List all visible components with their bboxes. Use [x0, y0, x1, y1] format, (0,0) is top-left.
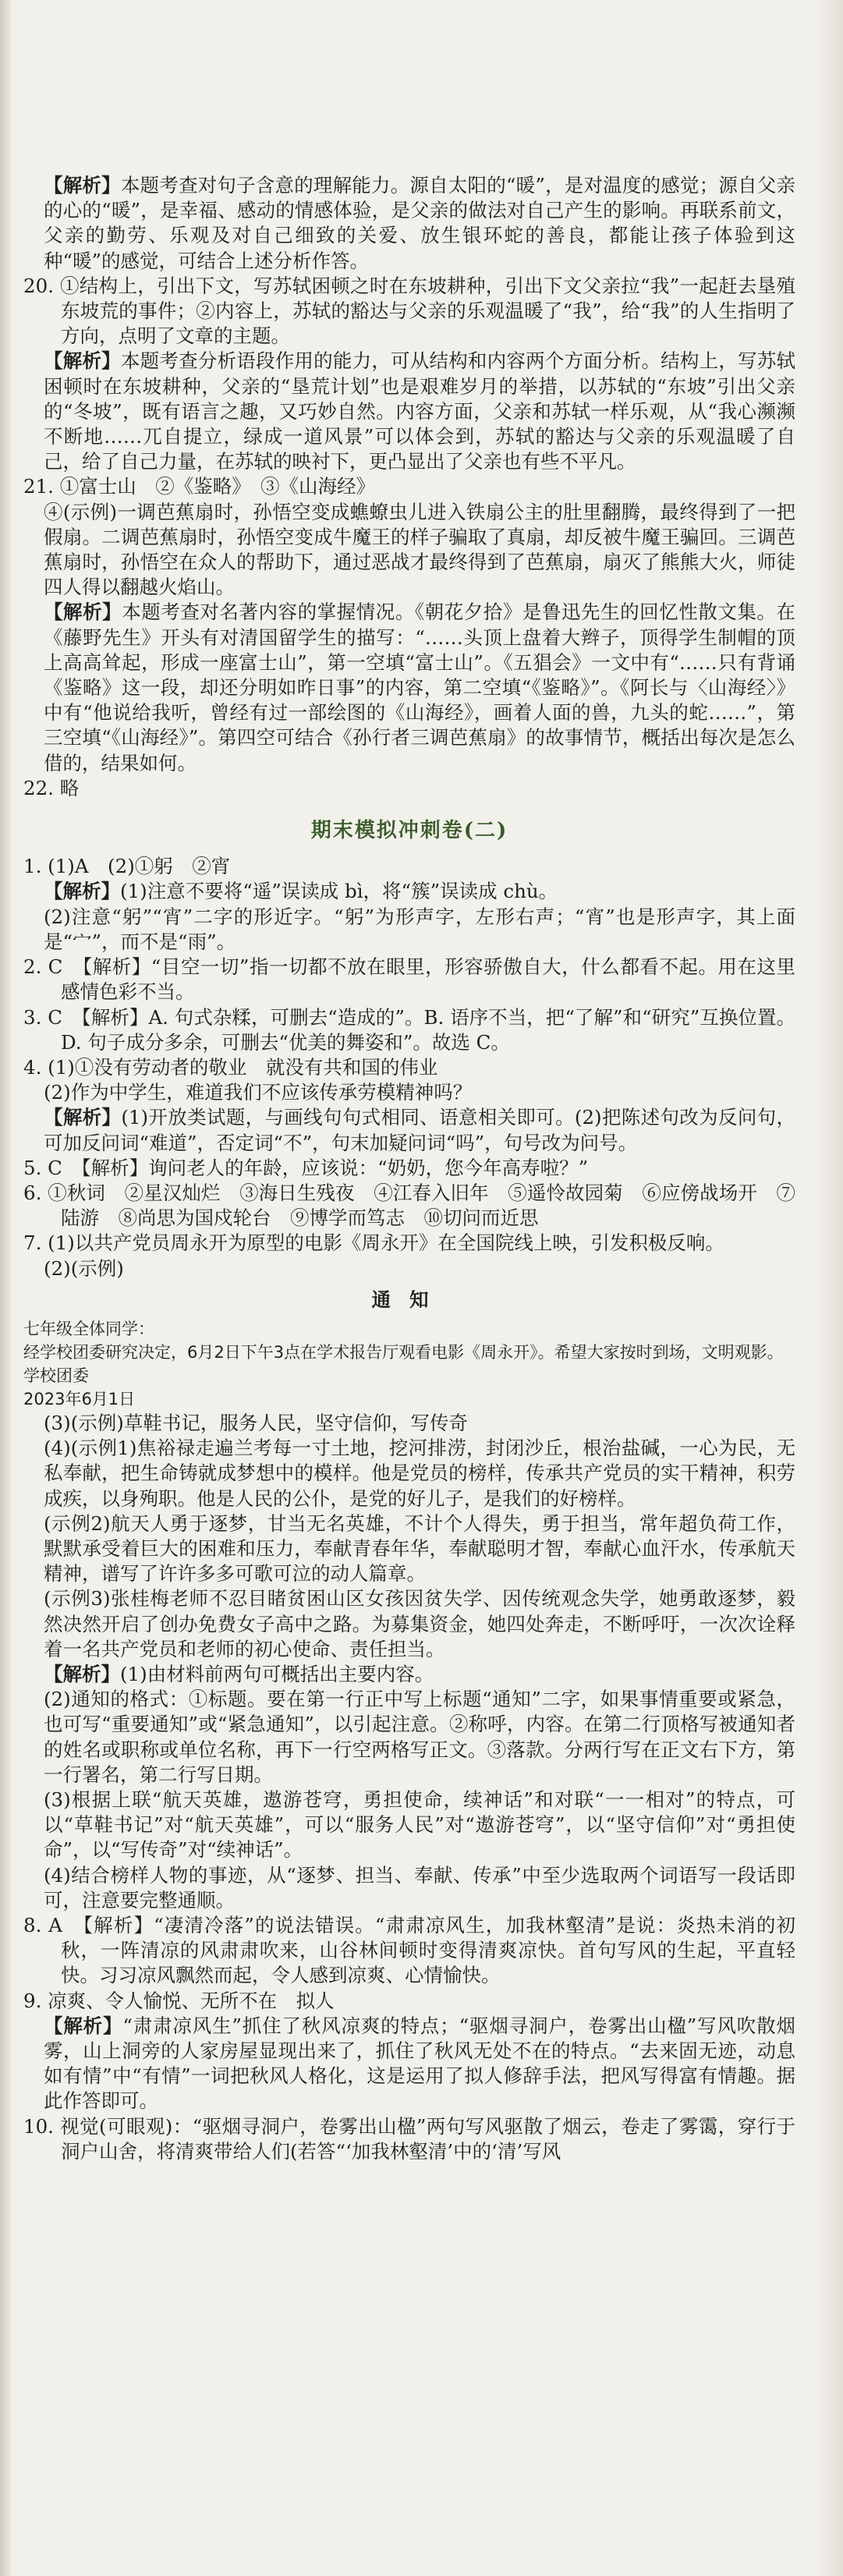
answer-paragraph	[23, 2114, 795, 2164]
analysis-tag: 【解析】	[44, 349, 121, 373]
answer-paragraph	[23, 776, 795, 801]
answer-paragraph	[23, 1105, 795, 1155]
paragraph-text: (3)根据上联“航天英雄，遨游苍穹，勇担使命，续神话”和对联“一一相对”的特点，可以“草鞋书记”对“航天英雄”，可以“服务人民”对“遨游苍穹”，以“坚守信仰”对“勇担使命”，以“写传奇”对“续神话”。	[44, 1788, 795, 1862]
analysis-tag: 【解析】	[44, 174, 121, 197]
paragraph-text: “肃肃凉风生”抓住了秋风凉爽的特点；“驱烟寻洞户，卷雾出山楹”写风吹散烟雾，山上洞旁的人家房屋显现出来了，抓住了秋风无处不在的特点。“去来固无迹，动息如有情”中“有情”一词把秋风人格化，这是运用了拟人修辞手法，把风写得富有情趣。据此作答即可。	[44, 2014, 795, 2113]
paragraph-text: (1)开放类试题，与画线句句式相同、语意相关即可。(2)把陈述句改为反问句，可加反问词“难道”，否定词“不”，句末加疑问词“吗”，句号改为问号。	[44, 1106, 796, 1154]
answer-paragraph	[23, 879, 795, 904]
paragraph-text: (2)作为中学生，难道我们不应该传承劳模精神吗？	[44, 1081, 473, 1104]
paragraph-text: 2023年6月1日	[23, 1389, 136, 1408]
answer-paragraph	[23, 349, 795, 474]
answer-paragraph	[23, 1989, 795, 2014]
paragraph-text: 8. A 【解析】“凄清冷落”的说法错误。“肃肃凉风生，加我林壑清”是说：炎热未消的初秋，一阵清凉的风肃肃吹来，山谷林间顿时变得清爽凉快。首句写风的生起，平直轻快。习习凉风飘然而起，令人感到凉爽、心情愉快。	[23, 1914, 795, 1987]
paragraph-text: 4. (1)①没有劳动者的敬业 就没有共和国的伟业	[23, 1055, 438, 1079]
answer-paragraph	[23, 1687, 795, 1788]
answer-paragraph	[23, 1436, 795, 1511]
paragraph-text: 本题考查对名著内容的掌握情况。《朝花夕拾》是鲁迅先生的回忆性散文集。在《藤野先生》开头有对清国留学生的描写：“……头顶上盘着大辫子，顶得学生制帽的顶上高高耸起，形成一座富士山”，第一空填“富士山”。《五猖会》一文中有“……只有背诵《鉴略》这一段，却还分明如昨日事”的内容，第二空填“《鉴略》”。《阿长与〈山海经〉》中有“他说给我听，曾经有过一部绘图的《山海经》，画着人面的兽，九头的蛇……”，第三空填“《山海经》”。第四空可结合《孙行者三调芭蕉扇》的故事情节，概括出每次是怎么借的，结果如何。	[44, 601, 795, 774]
paragraph-text: (示例2)航天人勇于逐梦，甘当无名英雄，不计个人得失，勇于担当，常年超负荷工作，默默承受着巨大的困难和压力，奉献青春年华，奉献聪明才智，奉献心血汗水，传承航天精神，谱写了许许多多可歌可泣的动人篇章。	[44, 1511, 795, 1586]
paragraph-text: 经学校团委研究决定，6月2日下午3点在学术报告厅观看电影《周永开》。希望大家按时到场，文明观影。	[23, 1342, 784, 1362]
answer-paragraph	[23, 1005, 795, 1055]
answer-paragraph	[23, 905, 795, 955]
answer-paragraph	[23, 274, 795, 349]
paragraph-text: 期末模拟冲刺卷(二)	[310, 819, 508, 843]
paragraph-text: 3. C 【解析】A. 句式杂糅，可删去“造成的”。B. 语序不当，把“了解”和“研究”互换位置。D. 句子成分多余，可删去“优美的舞姿和”。故选 C。	[23, 1005, 795, 1054]
paragraph-text: 1. (1)A (2)①躬 ②宵	[23, 855, 231, 878]
paragraph-text: 5. C 【解析】询问老人的年龄，应该说：“奶奶，您今年高寿啦？”	[23, 1156, 589, 1179]
paragraph-text: 22. 略	[23, 776, 80, 799]
answer-paragraph	[23, 1863, 795, 1913]
notice-line	[23, 1364, 795, 1387]
paragraph-text: 7. (1)以共产党员周永开为原型的电影《周永开》在全国院线上映，引发积极反响。	[23, 1231, 724, 1255]
answer-paragraph	[23, 854, 795, 879]
answer-paragraph	[23, 600, 795, 775]
answer-paragraph	[23, 1788, 795, 1863]
answer-paragraph	[23, 1055, 795, 1080]
paragraph-text: (4)(示例1)焦裕禄走遍兰考每一寸土地，挖河排涝，封闭沙丘，根治盐碱，一心为民，无私奉献，把生命铸就成梦想中的模样。他是党员的榜样，传承共产党员的实干精神，积劳成疾，以身殉职。他是人民的公仆，是党的好儿子，是我们的好榜样。	[44, 1437, 795, 1510]
answer-paragraph	[23, 173, 795, 274]
answer-paragraph	[23, 1231, 795, 1256]
paragraph-text: 9. 凉爽、令人愉悦、无所不在 拟人	[23, 1989, 335, 2012]
paragraph-text: 七年级全体同学：	[23, 1319, 154, 1338]
answer-paragraph	[23, 1586, 795, 1662]
answer-paragraph	[23, 1181, 795, 1231]
notice-line	[23, 1341, 795, 1364]
paragraph-text: (2)(示例)	[44, 1256, 124, 1280]
paragraph-text: (示例3)张桂梅老师不忍目睹贫困山区女孩因贫失学、因传统观念失学，她勇敢逐梦，毅然决然开启了创办免费女子高中之路。为募集资金，她四处奔走，不断呼吁，一次次诠释着一名共产党员和老师的初心使命、责任担当。	[44, 1587, 795, 1660]
answer-paragraph	[23, 1411, 795, 1436]
answer-key-page	[23, 173, 795, 2164]
answer-paragraph	[23, 500, 795, 601]
paragraph-text: 21. ①富士山 ②《鉴略》 ③《山海经》	[23, 475, 375, 498]
answer-paragraph	[23, 955, 795, 1005]
paragraph-text: 2. C 【解析】“目空一切”指一切都不放在眼里，形容骄傲自大，什么都看不起。用在这里感情色彩不当。	[23, 955, 795, 1004]
paragraph-text: (2)通知的格式：①标题。要在第一行正中写上标题“通知”二字，如果事情重要或紧急，也可写“重要通知”或“紧急通知”，以引起注意。②称呼，内容。在第二行顶格写被通知者的姓名或职称或单位名称，再下一行空两格写正文。③落款。分两行写在正文右下方，第一行署名，第二行写日期。	[44, 1688, 795, 1786]
paragraph-text: 通知	[371, 1288, 448, 1311]
paragraph-text: (4)结合榜样人物的事迹，从“逐梦、担当、奉献、传承”中至少选取两个词语写一段话即可，注意要完整通顺。	[44, 1863, 795, 1912]
section-title	[23, 818, 795, 843]
paragraph-text: (2)注意“躬”“宵”二字的形近字。“躬”为形声字，左形右声；“宵”也是形声字，其上面是“宀”，而不是“雨”。	[44, 905, 795, 953]
paragraph-text: ④(示例)一调芭蕉扇时，孙悟空变成蟭蟟虫儿进入铁扇公主的肚里翻腾，最终得到了一把假扇。二调芭蕉扇时，孙悟空变成牛魔王的样子骗取了真扇，却反被牛魔王骗回。三调芭蕉扇时，孙悟空在众人的帮助下，通过恶战才最终得到了芭蕉扇，扇灭了熊熊大火，师徒四人得以翻越火焰山。	[44, 500, 795, 599]
paragraph-text: 学校团委	[23, 1366, 89, 1385]
answer-paragraph	[23, 2014, 795, 2114]
answer-paragraph	[23, 1511, 795, 1587]
paragraph-text: 本题考查对句子含意的理解能力。源自太阳的“暖”，是对温度的感觉；源自父亲的心的“暖”，是幸福、感动的情感体验，是父亲的做法对自己产生的影响。再联系前文，父亲的勤劳、乐观及对自己细致的关爱、放生银环蛇的善良，都能让孩子体验到这种“暖”的感觉，可结合上述分析作答。	[44, 174, 796, 272]
analysis-tag: 【解析】	[44, 1106, 122, 1129]
answer-paragraph	[23, 1080, 795, 1105]
paragraph-text: (1)注意不要将“遥”误读成 bì，将“簇”误读成 chù。	[120, 880, 558, 903]
paragraph-text: 20. ①结构上，引出下文，写苏轼困顿之时在东坡耕种，引出下文父亲拉“我”一起赶去垦殖东坡荒的事件；②内容上，苏轼的豁达与父亲的乐观温暖了“我”，给“我”的人生指明了方向，点明了文章的主题。	[23, 274, 795, 348]
notice-line	[23, 1387, 795, 1411]
analysis-tag: 【解析】	[44, 601, 122, 624]
analysis-tag: 【解析】	[44, 2014, 123, 2037]
answer-paragraph	[23, 474, 795, 499]
notice-line	[23, 1288, 795, 1313]
answer-paragraph	[23, 1156, 795, 1181]
paragraph-text: (3)(示例)草鞋书记，服务人民，坚守信仰，写传奇	[44, 1411, 468, 1434]
answer-paragraph	[23, 1662, 795, 1687]
notice-line	[23, 1317, 795, 1341]
paragraph-text: (1)由材料前两句可概括出主要内容。	[120, 1662, 434, 1685]
analysis-tag: 【解析】	[44, 1662, 120, 1685]
page-edge-shadow	[816, 0, 843, 2576]
paragraph-text: 10. 视觉(可眼观)：“驱烟寻洞户，卷雾出山楹”两句写风驱散了烟云，卷走了雾霭，穿行于洞户山舍，将清爽带给人们(若答“‘加我林壑清’中的‘清’写风	[23, 2114, 795, 2163]
book-spine-shadow	[0, 0, 11, 2576]
answer-paragraph	[23, 1913, 795, 1989]
paragraph-text: 6. ①秋词 ②星汉灿烂 ③海日生残夜 ④江春入旧年 ⑤遥怜故园菊 ⑥应傍战场开 ⑦陆游 ⑧尚思为国戍轮台 ⑨博学而笃志 ⑩切问而近思	[23, 1181, 795, 1230]
paragraph-text: 本题考查分析语段作用的能力，可从结构和内容两个方面分析。结构上，写苏轼困顿时在东坡耕种，父亲的“垦荒计划”也是艰难岁月的举措，以苏轼的“东坡”引出父亲的“冬坡”，既有语言之趣，又巧妙自然。内容方面，父亲和苏轼一样乐观，从“我心濒濒不断地……兀自提立，绿成一道风景”可以体会到，苏轼的豁达与父亲的乐观温暖了自己，给了自己力量，在苏轼的映衬下，更凸显出了父亲也有些不平凡。	[44, 349, 796, 473]
analysis-tag: 【解析】	[44, 880, 120, 903]
answer-paragraph	[23, 1256, 795, 1281]
